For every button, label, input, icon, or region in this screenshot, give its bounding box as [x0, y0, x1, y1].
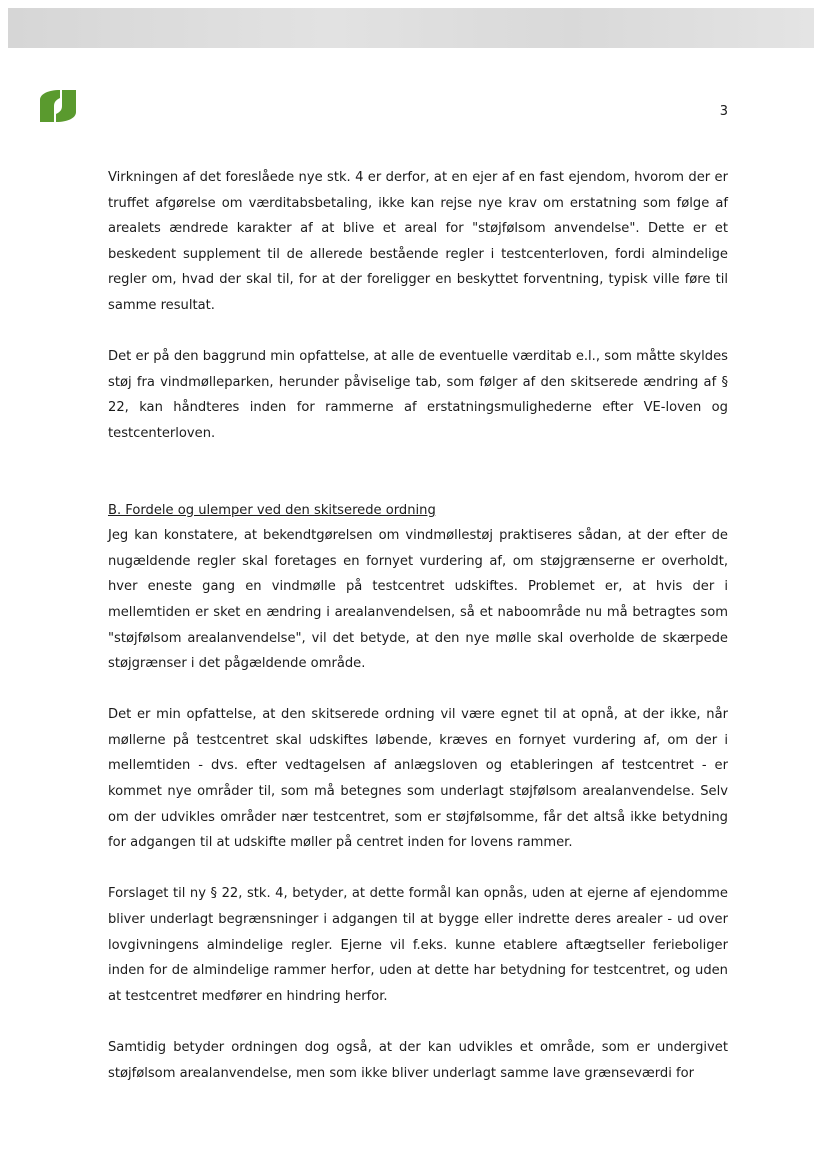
- green-s-logo-icon: [36, 86, 80, 126]
- paragraph-5: Forslaget til ny § 22, stk. 4, betyder, at dette formål kan opnås, uden at ejerne af ejendomme bliver underlagt begrænsninger i adgangen til at bygge eller indrette deres arealer - ud over lovgivningens almindelige regler. Ejerne vil f.eks. kunne etablere aftægtseller ferieboliger inden for de almindelige rammer herfor, uden at dette har betydning for testcentret, og uden at testcentret medfører en hindring herfor.: [108, 886, 728, 1004]
- section-heading: B. Fordele og ulemper ved den skitserede ordning: [108, 502, 436, 518]
- paragraph-4: Det er min opfattelse, at den skitserede ordning vil være egnet til at opnå, at der ikke, når møllerne på testcentret skal udskiftes løbende, kræves en fornyet vurdering af, om der i mellemtiden - dvs. efter vedtagelsen af anlægsloven og etableringen af testcentret - er kommet nye områder til, som må betegnes som underlagt støjfølsom arealanvendelse. Selv om der udvikles områder nær testcentret, som er støjfølsomme, får det altså ikke betydning for adgangen til at udskifte møller på centret inden for lovens rammer.: [108, 707, 728, 851]
- paragraph-2: Det er på den baggrund min opfattelse, at alle de eventuelle værditab e.l., som måtte skyldes støj fra vindmølleparken, herunder påviselige tab, som følger af den skitserede ændring af § 22, kan håndteres inden for rammerne af erstatningsmulighederne efter VE-loven og testcenterloven.: [108, 349, 728, 441]
- paragraph-1: Virkningen af det foreslåede nye stk. 4 er derfor, at en ejer af en fast ejendom, hvorom der er truffet afgørelse om værditabsbetaling, ikke kan rejse nye krav om erstatning som følge af arealets ændrede karakter af at blive et areal for "støjfølsom anvendelse". Dette er et beskedent supplement til de allerede bestående regler i testcenterloven, fordi almindelige regler om, hvad der skal til, for at der foreligger en beskyttet forventning, typisk ville føre til samme resultat.: [108, 170, 728, 313]
- paragraph-6: Samtidig betyder ordningen dog også, at der kan udvikles et område, som er undergivet støjfølsom arealanvendelse, men som ikke bliver underlagt samme lave grænseværdi for: [108, 1040, 728, 1081]
- scan-header-band: [8, 8, 814, 48]
- paragraph-3: Jeg kan konstatere, at bekendtgørelsen om vindmøllestøj praktiseres sådan, at der efter de nugældende regler skal foretages en fornyet vurdering af, om støjgrænserne er overholdt, hver eneste gang en vindmølle på testcentret udskiftes. Problemet er, at hvis der i mellemtiden er sket en ændring i arealanvendelsen, så et naboområde nu må betragtes som "støjfølsom arealanvendelse", vil det betyde, at den nye mølle skal overholde de skærpede støjgrænser i det pågældende område.: [108, 528, 728, 672]
- page-number: 3: [719, 104, 728, 119]
- document-body: [108, 165, 728, 1086]
